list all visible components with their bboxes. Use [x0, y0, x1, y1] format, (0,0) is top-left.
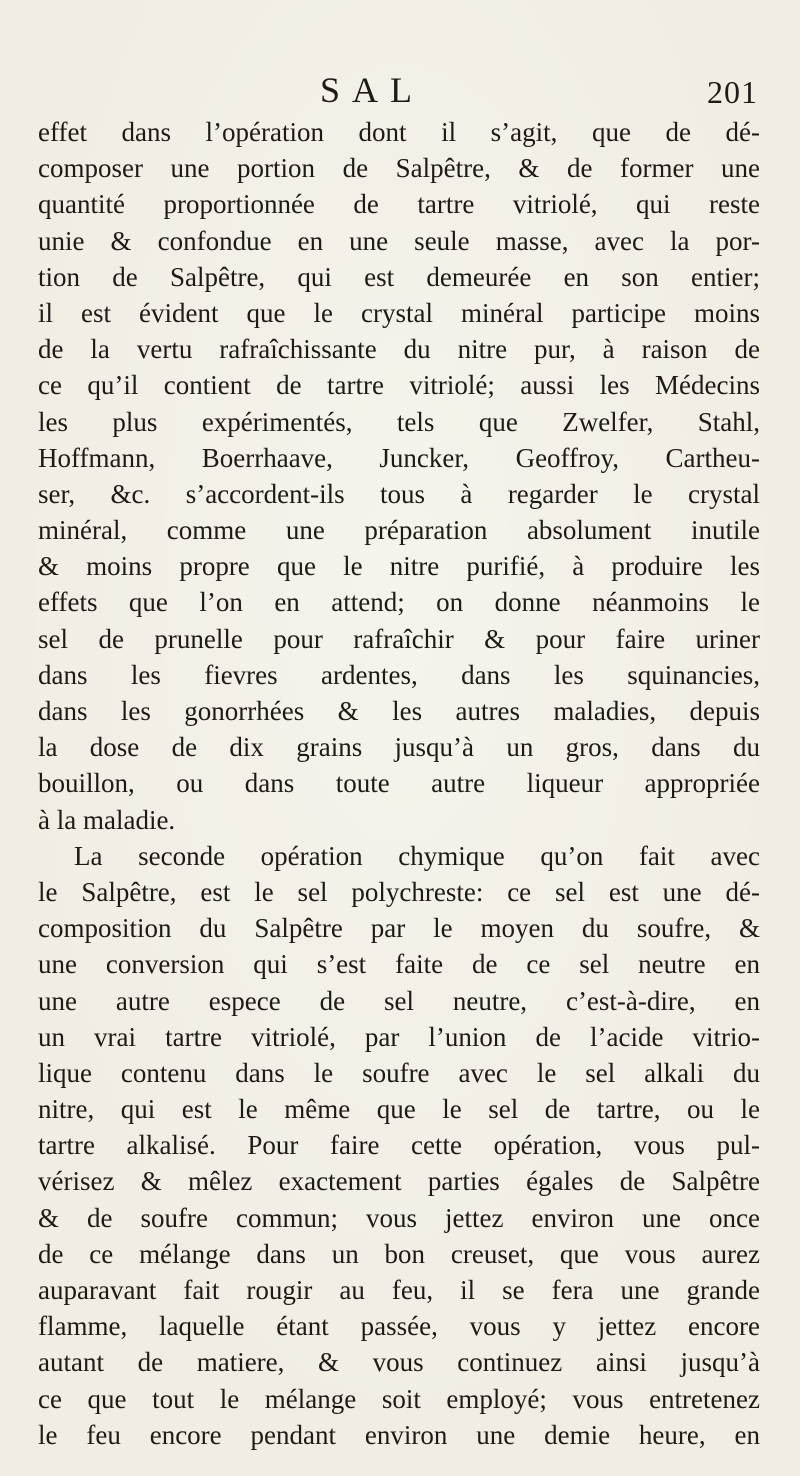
text-line: autant de matiere, & vous continuez ainsi jusqu’à	[38, 1347, 760, 1378]
text-line: ce que tout le mélange soit employé; vous entretenez	[38, 1383, 760, 1414]
text-line: flamme, laquelle étant passée, vous y jettez encore	[38, 1311, 760, 1342]
text-line: bouillon, ou dans toute autre liqueur appropriée	[38, 768, 760, 799]
text-line: à la maladie.	[38, 804, 176, 835]
text-line: sel de prunelle pour rafraîchir & pour faire uriner	[38, 623, 760, 654]
text-line: ce qu’il contient de tartre vitriolé; aussi les Médecins	[38, 370, 760, 401]
text-line: la dose de dix grains jusqu’à un gros, dans du	[38, 732, 760, 763]
text-line: quantité proportionnée de tartre vitriolé, qui reste	[38, 189, 760, 220]
text-line: effets que l’on en attend; on donne néanmoins le	[38, 587, 760, 618]
text-line: Hoffmann, Boerrhaave, Juncker, Geoffroy, Cartheu-	[38, 442, 760, 473]
text-line: tion de Salpêtre, qui est demeurée en son entier;	[38, 261, 760, 292]
running-title: SAL	[320, 70, 425, 110]
text-line: effet dans l’opération dont il s’agit, que de dé-	[38, 117, 760, 147]
body-text	[38, 114, 760, 1453]
running-head	[0, 68, 800, 112]
text-line: unie & confondue en une seule masse, avec la por-	[38, 225, 760, 256]
text-line: de ce mélange dans un bon creuset, que vous aurez	[38, 1238, 760, 1269]
text-line: vérisez & mêlez exactement parties égales de Salpêtre	[38, 1166, 760, 1197]
text-line: ser, &c. s’accordent-ils tous à regarder le crystal	[38, 478, 760, 509]
text-line: & moins propre que le nitre purifié, à produire les	[38, 551, 760, 582]
text-line: dans les gonorrhées & les autres maladies, depuis	[38, 696, 760, 726]
text-line: dans les fievres ardentes, dans les squinancies,	[38, 659, 760, 690]
page-number: 201	[707, 74, 758, 110]
text-line: une conversion qui s’est faite de ce sel neutre en	[38, 949, 760, 980]
text-line: le Salpêtre, est le sel polychreste: ce sel est une dé-	[38, 876, 760, 907]
text-line: tartre alkalisé. Pour faire cette opération, vous pul-	[38, 1130, 760, 1161]
text-line: le feu encore pendant environ une demie heure, en	[38, 1419, 760, 1450]
text-line: & de soufre commun; vous jettez environ une once	[38, 1202, 760, 1233]
text-line: minéral, comme une préparation absolument inutile	[38, 515, 760, 546]
text-line: de la vertu rafraîchissante du nitre pur, à raison de	[38, 334, 760, 365]
text-line: les plus expérimentés, tels que Zwelfer, Stahl,	[38, 406, 760, 437]
text-line: auparavant fait rougir au feu, il se fera une grande	[38, 1275, 760, 1305]
text-line: un vrai tartre vitriolé, par l’union de l’acide vitrio-	[38, 1021, 760, 1052]
text-line: La seconde opération chymique qu’on fait avec	[74, 840, 760, 871]
text-line: nitre, qui est le même que le sel de tartre, ou le	[38, 1094, 760, 1125]
text-line: il est évident que le crystal minéral participe moins	[38, 297, 760, 328]
text-line: lique contenu dans le soufre avec le sel alkali du	[38, 1057, 760, 1088]
text-line: une autre espece de sel neutre, c’est-à-dire, en	[38, 985, 760, 1016]
text-line: composition du Salpêtre par le moyen du soufre, &	[38, 913, 760, 944]
text-line: composer une portion de Salpêtre, & de former une	[38, 153, 760, 184]
